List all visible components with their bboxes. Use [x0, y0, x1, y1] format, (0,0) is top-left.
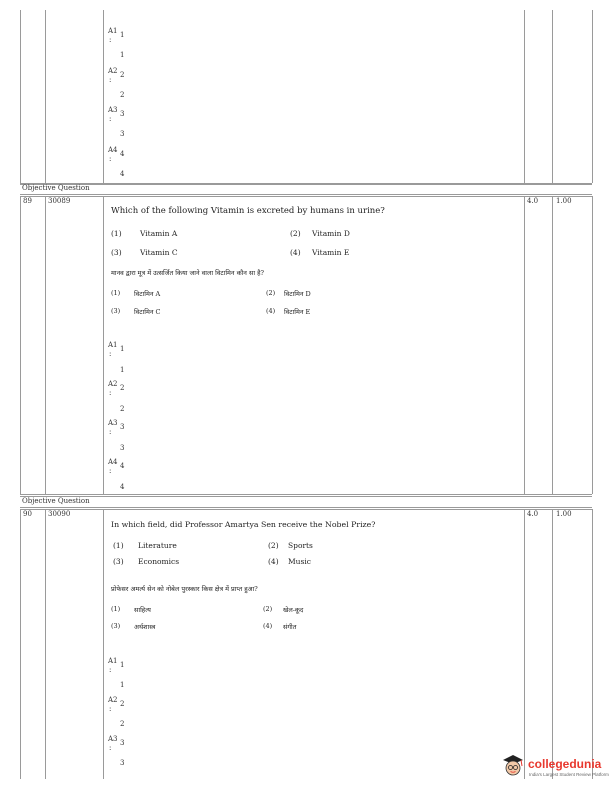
option-number: (1) — [113, 541, 124, 550]
answer-colon: : — [109, 36, 112, 44]
answer-value: 2 — [120, 720, 125, 728]
option-number: (4) — [268, 557, 279, 566]
answer-key: A3 — [108, 106, 118, 114]
option-text: Sports — [288, 541, 313, 550]
answer-key: A1 — [108, 341, 118, 349]
answer-colon: : — [109, 76, 112, 84]
answer-colon: : — [109, 666, 112, 674]
answer-key: A2 — [108, 67, 118, 75]
option-number: (3) — [113, 557, 124, 566]
answer-num: 3 — [120, 423, 125, 431]
option-number-hindi: (3) — [111, 307, 121, 315]
marks: 4.0 — [527, 510, 539, 518]
answer-colon: : — [109, 115, 112, 123]
option-number-hindi: (4) — [263, 622, 273, 630]
answer-num: 1 — [120, 31, 125, 39]
answer-num: 3 — [120, 110, 125, 118]
answer-colon: : — [109, 744, 112, 752]
answer-value: 2 — [120, 405, 125, 413]
question-text: In which field, did Professor Amartya Sen receive the Nobel Prize? — [111, 520, 376, 529]
option-text-hindi: विटामिन A — [134, 290, 161, 298]
answer-value: 4 — [120, 483, 125, 491]
option-number: (3) — [111, 248, 122, 257]
answer-key: A3 — [108, 735, 118, 743]
option-number: (2) — [290, 229, 301, 238]
question-id: 30089 — [48, 197, 71, 205]
option-text: Vitamin C — [140, 248, 178, 257]
answer-num: 2 — [120, 384, 125, 392]
option-text: Vitamin A — [140, 229, 178, 238]
option-text: Music — [288, 557, 311, 566]
answer-key: A1 — [108, 27, 118, 35]
answer-key: A3 — [108, 419, 118, 427]
option-text-hindi: अर्थशास्त्र — [134, 623, 156, 631]
option-text: Vitamin E — [312, 248, 350, 257]
option-number-hindi: (1) — [111, 289, 121, 297]
answer-colon: : — [109, 428, 112, 436]
graduation-mascot-icon — [500, 752, 526, 778]
answer-value: 1 — [120, 681, 125, 689]
answer-value: 3 — [120, 759, 125, 767]
answer-num: 4 — [120, 462, 125, 470]
question-text-hindi: मानव द्वारा मूत्र में उत्सर्जित किया जाने वाला विटामिन कौन सा है? — [111, 269, 265, 277]
serial-number: 90 — [23, 510, 32, 518]
option-number: (1) — [111, 229, 122, 238]
answer-num: 2 — [120, 700, 125, 708]
option-number-hindi: (2) — [266, 289, 276, 297]
answer-key: A2 — [108, 380, 118, 388]
section-label: Objective Question — [22, 184, 90, 192]
answer-colon: : — [109, 389, 112, 397]
answer-value: 1 — [120, 366, 125, 374]
option-text-hindi: विटामिन D — [284, 290, 311, 298]
option-text-hindi: खेल-कूद — [283, 606, 304, 614]
answer-value: 3 — [120, 130, 125, 138]
answer-value: 1 — [120, 51, 125, 59]
answer-colon: : — [109, 467, 112, 475]
answer-value: 3 — [120, 444, 125, 452]
option-text: Vitamin D — [312, 229, 350, 238]
option-number: (2) — [268, 541, 279, 550]
answer-num: 2 — [120, 71, 125, 79]
option-text-hindi: विटामिन C — [134, 308, 161, 316]
answer-value: 4 — [120, 170, 125, 178]
serial-number: 89 — [23, 197, 32, 205]
question-text-hindi: प्रोफेसर अमर्त्य सेन को नोबेल पुरस्कार किस क्षेत्र में प्राप्त हुआ? — [111, 585, 258, 593]
question-text: Which of the following Vitamin is excreted by humans in urine? — [111, 206, 385, 216]
option-number: (4) — [290, 248, 301, 257]
section-label: Objective Question — [22, 497, 90, 505]
answer-num: 1 — [120, 345, 125, 353]
option-number-hindi: (4) — [266, 307, 276, 315]
option-number-hindi: (2) — [263, 605, 273, 613]
answer-key: A4 — [108, 458, 118, 466]
answer-num: 4 — [120, 150, 125, 158]
answer-colon: : — [109, 705, 112, 713]
answer-colon: : — [109, 350, 112, 358]
negative-marks: 1.00 — [556, 510, 572, 518]
question-id: 30090 — [48, 510, 71, 518]
option-text-hindi: साहित्य — [134, 606, 151, 614]
option-number-hindi: (3) — [111, 622, 121, 630]
answer-num: 3 — [120, 739, 125, 747]
option-text-hindi: विटामिन E — [284, 308, 311, 316]
negative-marks: 1.00 — [556, 197, 572, 205]
answer-key: A2 — [108, 696, 118, 704]
answer-colon: : — [109, 155, 112, 163]
answer-num: 1 — [120, 661, 125, 669]
option-text: Economics — [138, 557, 180, 566]
option-number-hindi: (1) — [111, 605, 121, 613]
option-text: Literature — [138, 541, 177, 550]
watermark-name: collegedunia — [528, 757, 602, 771]
marks: 4.0 — [527, 197, 539, 205]
answer-value: 2 — [120, 91, 125, 99]
answer-key: A1 — [108, 657, 118, 665]
answer-key: A4 — [108, 146, 118, 154]
watermark-tagline: India's Largest Student Review Platform — [529, 772, 609, 777]
option-text-hindi: संगीत — [283, 623, 297, 631]
